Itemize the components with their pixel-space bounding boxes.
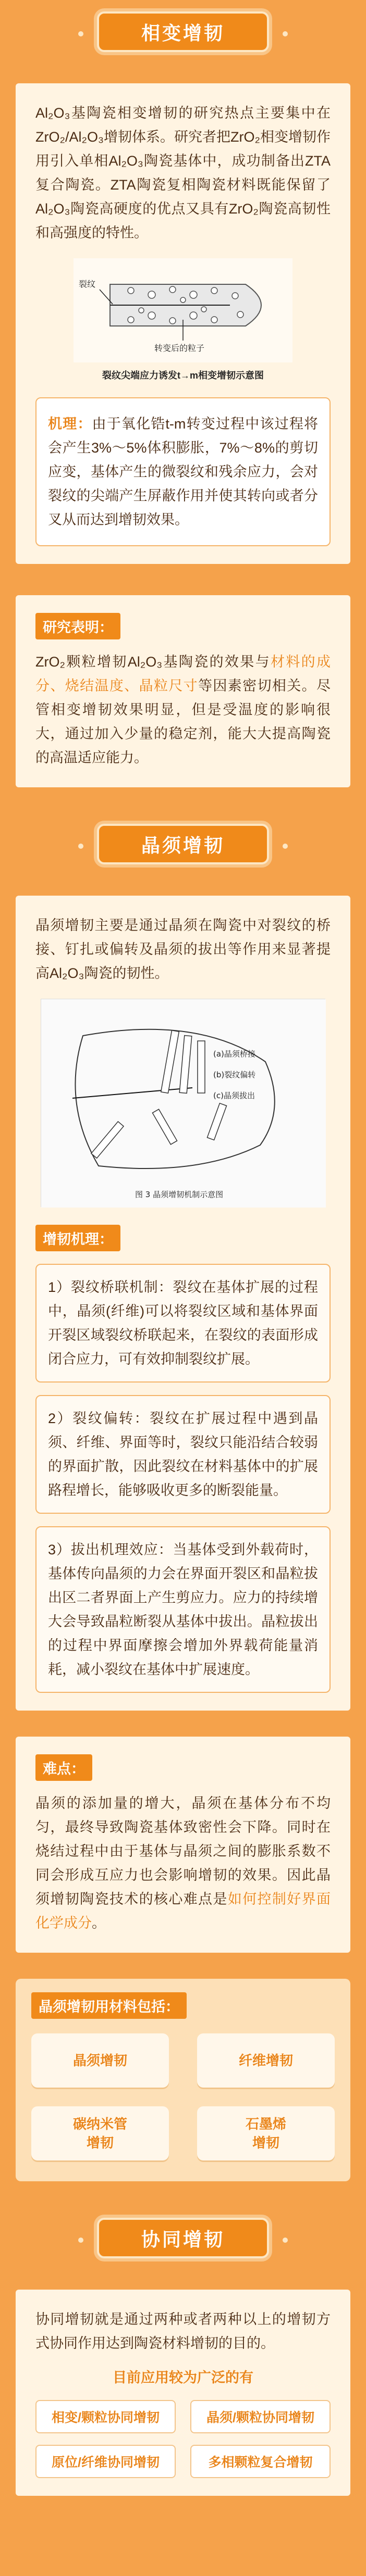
label-deflection: (b)裂纹偏转 [213,1070,256,1079]
section-synergy-header [16,2218,350,2258]
difficulty-card [16,1737,350,1953]
materials-panel [16,1979,350,2181]
phase-figure-caption: 裂纹尖端应力诱发t→m相变增韧示意图 [102,370,264,381]
mech-text-2: 2）裂纹偏转：裂纹在扩展过程中遇到晶须、纤维、界面等时，裂纹只能沿结合较弱的界面扩散，因此裂纹在材料基体中的扩展路程增长，能够吸收更多的断裂能量。 [48,1411,318,1498]
mechanism-label: 机理： [48,416,92,432]
section-title: 相变增韧 [97,11,269,52]
difficulty-post: 。 [92,1915,106,1931]
study-highlight: 材料的成分、烧结温度、晶粒尺寸 [35,654,331,694]
phase-card [16,83,350,564]
study-text [35,650,331,770]
synergy-card [16,2290,350,2496]
materials-title: 晶须增韧用材料包括： [31,1992,187,2019]
study-tag: 研究表明： [35,613,120,639]
synergy-item[interactable]: 多相颗粒复合增韧 [190,2445,331,2478]
whisker-figure [41,999,325,1207]
difficulty-tag: 难点： [35,1754,92,1781]
mechanism-text: 由于氧化锆t-m转变过程中该过程将会产生3%～5%体积膨胀，7%～8%的剪切应变，基体产生的微裂纹和残余应力，会对裂纹的尖端产生屏蔽作用并使其转向或者分叉从而达到增韧效果。 [48,416,319,527]
synergy-item[interactable]: 相变/颗粒协同增韧 [35,2400,176,2433]
label-pullout: (c)晶须拔出 [213,1091,255,1100]
mechanism-box [35,397,331,546]
difficulty-pre: 晶须的添加量的增大，晶须在基体分布不均匀，最终导致陶瓷基体致密性会下降。同时在烧结过程中由于基体与晶须之间的膨胀系数不同会形成互应力也会影响增韧的效果。因此晶须增韧陶瓷技术的核心难点是 [35,1795,331,1907]
synergy-list [35,2400,331,2478]
whisker-intro: 晶须增韧主要是通过晶须在陶瓷中对裂纹的桥接、钉扎或偏转及晶须的拔出等作用来显著提高Al₂O₃陶瓷的韧性。 [35,918,331,981]
mech-box-1 [35,1264,331,1383]
difficulty-text [35,1791,331,1935]
section-title: 协同增韧 [97,2218,269,2258]
phase-figure [35,258,331,382]
study-post: 等因素密切相关。尽管相变增韧效果明显，但是受温度的影响很大，通过加入少量的稳定剂，能大大提高陶瓷的高温适应能力。 [35,678,331,765]
study-pre: ZrO₂颗粒增韧Al₂O₃基陶瓷的效果与 [35,654,271,670]
section-phase-header [16,11,350,52]
whisker-mechanism-diagram [41,999,326,1208]
mech-box-3 [35,1526,331,1693]
whisker-card [16,896,350,1711]
mech-box-2 [35,1395,331,1514]
material-item-fiber[interactable]: 纤维增韧 [197,2033,335,2088]
crack-tip-diagram [74,258,292,362]
study-card [16,595,350,787]
material-item-cnt[interactable]: 碳纳米管 增韧 [31,2106,169,2160]
materials-grid [31,2033,335,2160]
label-bridging: (a)晶须桥接 [213,1049,255,1059]
crack-label: 裂纹 [79,279,96,289]
material-item-graphene[interactable]: 石墨烯 增韧 [197,2106,335,2160]
difficulty-highlight: 如何控制好界面化学成分 [35,1891,331,1931]
whisker-figure-caption: 图 3 晶须增韧机制示意图 [135,1190,224,1199]
mech-text-1: 1）裂纹桥联机制：裂纹在基体扩展的过程中，晶须(纤维)可以将裂纹区域和基体界面开裂区域裂纹桥联起来，在裂纹的表面形成闭合应力，可有效抑制裂纹扩展。 [48,1279,318,1367]
synergy-item[interactable]: 原位/纤维协同增韧 [35,2445,176,2478]
mech-title: 增韧机理： [35,1225,120,1251]
synergy-item[interactable]: 晶须/颗粒协同增韧 [190,2400,331,2433]
synergy-intro: 协同增韧就是通过两种或者两种以上的增韧方式协同作用达到陶瓷材料增韧的目的。 [35,2311,331,2351]
section-whisker-header [16,824,350,864]
synergy-subtitle: 目前应用较为广泛的有 [113,2370,253,2385]
section-title: 晶须增韧 [97,824,269,864]
particle-label: 转变后的粒子 [154,343,205,353]
mech-text-3: 3）拔出机理效应：当基体受到外载荷时，基体传向晶须的力会在界面开裂区和晶粒拔出区二者界面上产生剪应力。应力的持续增大会导致晶粒断裂从基体中拔出。晶粒拔出的过程中界面摩擦会增加外界载荷能量消耗，减小裂纹在基体中扩展速度。 [48,1542,318,1677]
phase-intro: Al₂O₃基陶瓷相变增韧的研究热点主要集中在ZrO₂/Al₂O₃增韧体系。研究者把ZrO₂相变增韧作用引入单相Al₂O₃陶瓷基体中，成功制备出ZTA复合陶瓷。ZTA陶瓷复相陶瓷材料既能保留了Al₂O₃陶瓷高硬度的优点又具有ZrO₂陶瓷高韧性和高强度的特性。 [35,105,331,241]
material-item-whisker[interactable]: 晶须增韧 [31,2033,169,2088]
